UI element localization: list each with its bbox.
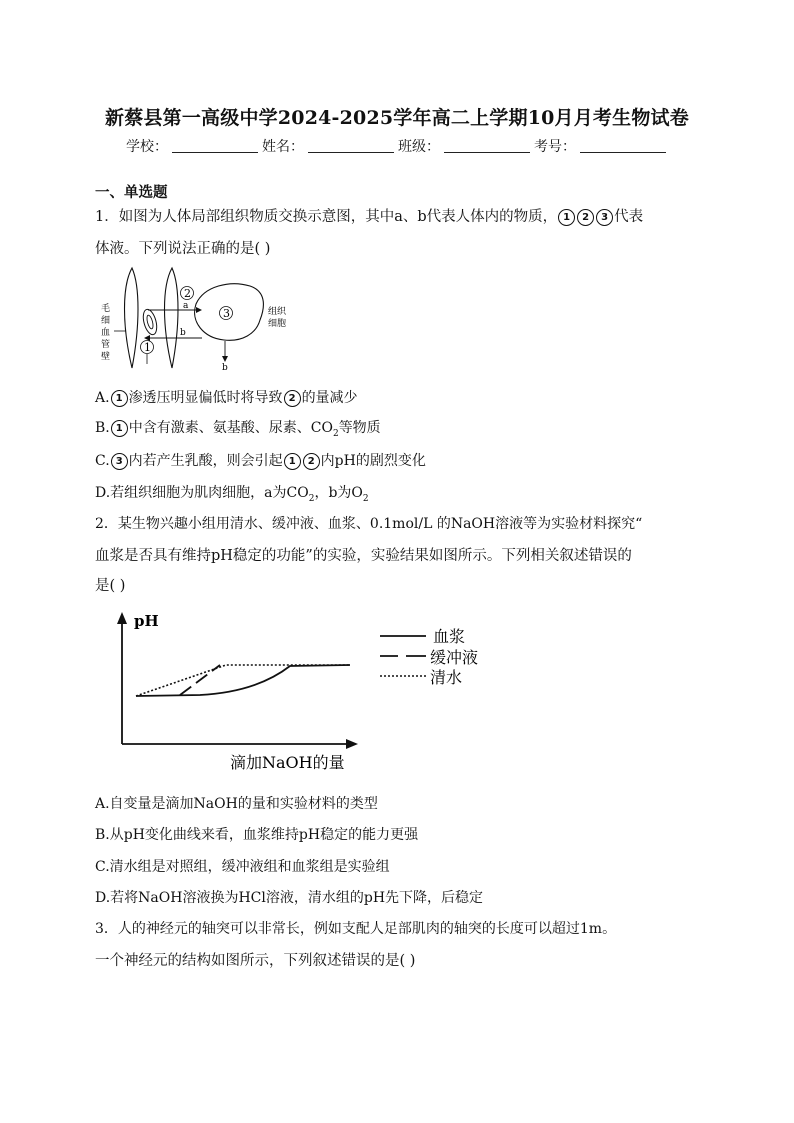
circled-number: 1 bbox=[111, 390, 128, 407]
series-line-buffer bbox=[180, 665, 220, 695]
capillary-wall-left bbox=[125, 268, 139, 368]
letter-b-2: b bbox=[222, 363, 228, 372]
circled-number: 2 bbox=[303, 453, 320, 470]
capillary-wall-right bbox=[165, 268, 179, 368]
section-title: 一、单选题 bbox=[95, 184, 168, 201]
wall-label-char: 壁 bbox=[101, 352, 111, 362]
series-line-plasma bbox=[136, 665, 350, 696]
q1-option-b[interactable]: B. 1 中含有激素、氨基酸、尿素、$CO_2$等物质 bbox=[95, 420, 381, 439]
school-blank[interactable] bbox=[172, 138, 258, 153]
name-label: 姓名： bbox=[262, 139, 304, 155]
class-label: 班级： bbox=[398, 139, 440, 155]
q2-option-a[interactable]: A.自变量是滴加NaOH的量和实验材料的类型 bbox=[95, 796, 378, 812]
q2-stem-line1: 2．某生物兴趣小组用清水、缓冲液、血浆、0.1mol/L 的NaOH溶液等为实验材料探究“ bbox=[95, 516, 643, 532]
q1-stem-line1: 1．如图为人体局部组织物质交换示意图，其中a、b代表人体内的物质， 1 2 3 代表 bbox=[95, 209, 644, 225]
series-line-water bbox=[136, 665, 350, 696]
letter-b: b bbox=[180, 328, 186, 338]
circled-number: 1 bbox=[558, 209, 575, 226]
q2-option-c[interactable]: C.清水组是对照组，缓冲液组和血浆组是实验组 bbox=[95, 859, 390, 875]
class-blank[interactable] bbox=[444, 138, 530, 153]
cell-label: 组织 bbox=[268, 307, 287, 317]
exam-title: 新蔡县第一高级中学2024-2025学年高二上学期10月月考生物试卷 bbox=[105, 107, 689, 129]
student-info-row bbox=[126, 136, 670, 156]
circled-number: 2 bbox=[577, 209, 594, 226]
wall-label-char: 血 bbox=[101, 328, 111, 338]
y-axis-arrow bbox=[117, 612, 127, 624]
circled-number: 3 bbox=[596, 209, 613, 226]
wall-label-char: 管 bbox=[101, 340, 111, 350]
q1-option-d[interactable]: D.若组织细胞为肌肉细胞，a为$CO_2$，b为$O_2$ bbox=[95, 485, 369, 504]
circled-number: 1 bbox=[284, 453, 301, 470]
school-label: 学校： bbox=[126, 139, 168, 155]
q3-stem-line1: 3．人的神经元的轴突可以非常长，例如支配人足部肌肉的轴突的长度可以超过1m。 bbox=[95, 921, 617, 937]
wall-label-char: 毛 bbox=[101, 304, 111, 314]
circled-number: 1 bbox=[111, 420, 128, 437]
wall-label-char: 细 bbox=[101, 316, 111, 326]
name-blank[interactable] bbox=[308, 138, 394, 153]
tissue-exchange-figure bbox=[92, 264, 312, 372]
x-axis-label: 滴加NaOH的量 bbox=[230, 753, 345, 772]
q2-stem-line2: 血浆是否具有维持pH稳定的功能”的实验，实验结果如图所示。下列相关叙述错误的 bbox=[95, 548, 632, 564]
circle-mark-2: 2 bbox=[184, 287, 191, 300]
circled-number: 3 bbox=[111, 453, 128, 470]
q1-option-a[interactable]: A. 1 渗透压明显偏低时将导致 2 的量减少 bbox=[95, 390, 358, 406]
circled-number: 2 bbox=[284, 390, 301, 407]
y-axis-label: pH bbox=[134, 612, 159, 630]
q1-option-c[interactable]: C. 3 内若产生乳酸，则会引起 1 2 内pH的剧烈变化 bbox=[95, 453, 426, 469]
letter-a: a bbox=[183, 301, 189, 311]
legend-label-plasma: 血浆 bbox=[433, 627, 466, 646]
q2-stem-line3: 是( ) bbox=[95, 578, 126, 594]
legend-label-water: 清水 bbox=[430, 668, 463, 687]
circle-mark-3: 3 bbox=[223, 307, 230, 320]
exam-number-blank[interactable] bbox=[580, 138, 666, 153]
q1-stem-line2: 体液。下列说法正确的是( ) bbox=[95, 241, 271, 257]
blood-cell-icon bbox=[141, 308, 159, 336]
legend-label-buffer: 缓冲液 bbox=[430, 648, 479, 667]
ph-chart bbox=[108, 608, 508, 778]
x-axis-arrow bbox=[346, 739, 358, 749]
cell-label: 细胞 bbox=[268, 319, 287, 329]
q3-stem-line2: 一个神经元的结构如图所示，下列叙述错误的是( ) bbox=[95, 953, 416, 969]
q2-option-b[interactable]: B.从pH变化曲线来看，血浆维持pH稳定的能力更强 bbox=[95, 827, 419, 843]
q2-option-d[interactable]: D.若将NaOH溶液换为HCl溶液，清水组的pH先下降，后稳定 bbox=[95, 890, 484, 906]
circle-mark-1: 1 bbox=[144, 341, 151, 354]
exam-number-label: 考号： bbox=[534, 139, 576, 155]
